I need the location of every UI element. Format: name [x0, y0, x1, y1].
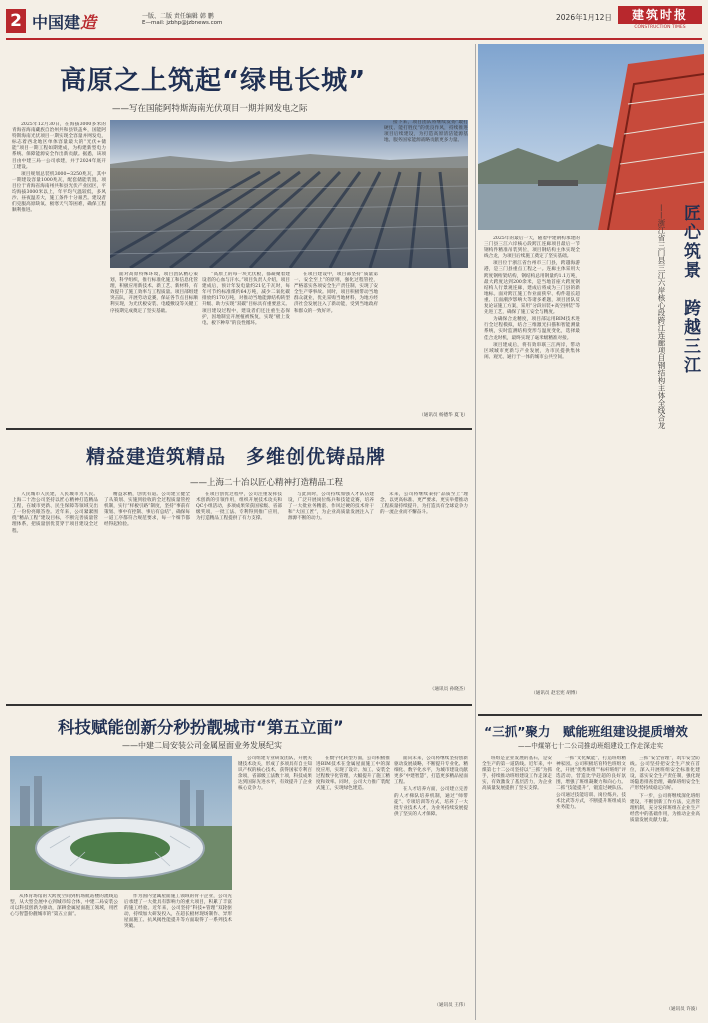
article2-subtitle: ——上海二十冶以匠心精神打造精品工程 [190, 478, 344, 488]
sidebar-divider [475, 44, 476, 714]
article2-col3 [196, 492, 282, 700]
paper-name-cn: 建筑时报 [618, 6, 702, 24]
divider-1 [6, 428, 472, 430]
date: 2026年1月12日 [556, 13, 612, 22]
article4-col3 [630, 756, 700, 988]
article1-col4-para: 在项目建设中，项目部坚持“质量第一、安全至上”的原则，强化过程管控，严格落实各项安全生产责任制，实现了安全生产零事故。同时，项目积极带动当地群众就业，优先采购当地材料，为地方经济社会发展注入了新动能，受到当地政府和群众的一致好评。 [294, 272, 378, 314]
article1-col4 [294, 272, 378, 424]
article3-col1 [10, 894, 118, 1014]
article1-col2-para: 面对高原特殊环境，项目团队精心策划，科学组织，推行标准化施工和信息化管理，积极应用新技术、新工艺、新材料，有效提升了施工效率与工程质量。项目部组建突击队，开展劳动竞赛，保证各节点目标顺利实现，为光伏板安装、电缆敷设等关键工序按期完成奠定了坚实基础。 [110, 272, 198, 314]
email-line: E—mail: jzbhp@jzbnews.com [142, 20, 223, 26]
article1-col2 [110, 272, 198, 424]
article3-col6-para: 在人才培养方面，公司建立完善的人才梯队培养机制，通过“师带徒”、专项培训等方式，培养了一大批专业技术人才，为业务持续发展提供了坚实的人才保障。 [394, 787, 468, 817]
article2-col4 [288, 492, 374, 700]
bridge-photo [478, 44, 704, 230]
article3-col5 [394, 756, 468, 996]
article2-col1 [12, 492, 98, 700]
section-title-text: 中国建 [32, 13, 81, 32]
article2-author: （通讯员 孙晓杰） [429, 687, 468, 692]
article2-col5 [380, 492, 468, 682]
article3-col1-para: 从体育场馆的大跨度空间到机场航站楼的流线造型，从大型会展中心到城市综合体，中建二局安装公司以科技创新为驱动，深耕金属屋面施工领域，用匠心与智慧扮靓城市的“第五立面”。 [10, 894, 118, 918]
stadium-illustration [10, 756, 232, 890]
article2-col2-para: 精益求精，创优有道。公司建立健全了从策划、实施到验收的全过程质量管控机制，实行“样板引路”制度，坚持“事前有策划、事中有控制、事后有总结”，确保每一道工序都符合规范要求，每一个细节都经得起检验。 [104, 492, 190, 528]
article3-col4 [316, 756, 390, 1014]
article1-col5 [384, 120, 468, 410]
stadium-photo [10, 756, 232, 890]
article4-col1 [482, 756, 552, 1018]
sidebar-subtitle: ——浙江省三门县三江六岸核心段跨江连廊项目钢结构主体全线合龙 [657, 204, 666, 429]
article1 [0, 40, 472, 440]
article2-col3-para: 在项目创优过程中，公司注重发挥技术创新的引领作用，组织开展技术攻关和QC小组活动，多项成果荣获国家级、省部级奖项，一批工法、专利得到推广应用，为打造精品工程提供了有力支撑。 [196, 492, 282, 522]
page-number: 2 [6, 9, 26, 33]
article2-col1-para: 人民城市人民建，人民城市为人民。上海二十冶公司坚持以匠心精神打造精品工程，在城市更新、民生保障等领域交出了一份份亮眼答卷。近年来，公司紧紧围绕“精品工程”建设目标，不断完善质量管理体系，把质量创优贯穿于项目建设全过程。 [12, 492, 98, 534]
article3-col3 [238, 756, 312, 1014]
sidebar-para4: 项目建成后，将有效串联三江两岸，带动区域城市更新与产业发展，为市民提供集休闲、观光、通行于一体的城市公共空间。 [484, 342, 580, 360]
section-title [32, 10, 96, 33]
article3-col3-para: 公司组建专业研发团队，开展关键技术攻关，形成了多项具有自主知识产权的核心技术，获得国家专利百余项，省部级工法数十项，科技成果达到国际先进水平，有效提升了企业核心竞争力。 [238, 756, 312, 792]
article4-title: “三抓”聚力 赋能班组建设提质增效 [484, 724, 688, 739]
article4-col4-para: 下一步，公司将继续深化班组建设，不断创新工作方法，完善管理机制，充分发挥班组在企业生产经营中的基础作用，为推动企业高质量发展贡献力量。 [630, 793, 700, 823]
sidebar-para3: 为确保合龙精度，项目部运用BIM技术进行全过程模拟，结合三维激光扫描和智能测量系统，实时监测结构变形与温度变化，选择最佳合龙时机，最终实现了毫米级精准对接。 [484, 317, 580, 341]
article1-col3-para: “高原上的每一块光伏板，都凝聚着建设者的心血与汗水。”项目负责人介绍，项目建成后，预计年发电量约21亿千瓦时，每年可节约标准煤约64万吨，减少二氧化碳排放约170万吨，对推动当地能源结构转型升级、助力实现“双碳”目标具有重要意义。项目建设过程中，建设者们还注重生态保护，因地制宜开展植被恢复，实现“板上发电、板下种草”的良性循环。 [202, 272, 290, 326]
article3-col2 [124, 894, 232, 1014]
article3-col4-para: 在数字化转型方面，公司积极推进BIM技术在金属屋面施工中的深度应用，实现了设计、加工、安装全过程数字化管理，大幅提升了施工精度和效率。同时，公司大力推广装配式施工，实现绿色建造。 [316, 756, 390, 792]
sidebar-col1 [484, 236, 580, 706]
sidebar-title: 匠心筑景 跨越三江 [680, 204, 700, 375]
editors-line: 一版、二版 责任编辑 韩 鹏 [142, 13, 214, 20]
article4-subtitle: ——中煤第七十二公司推动班组建设工作走深走实 [518, 742, 664, 750]
bridge-illustration [478, 44, 704, 230]
article3-author: （通讯员 王伟） [434, 1003, 468, 1008]
article1-col5-para: 接下来，项目团队将继续发扬“敢打硬仗、能打胜仗”的优良作风，持续推进项目后续建设，为打造高原清洁能源基地、服务国家能源战略贡献更多力量。 [384, 120, 468, 144]
section-title-char: 造 [80, 13, 97, 32]
article3 [0, 706, 476, 1020]
article4-col1-para: 班组是企业发展的基石，是安全生产的第一道防线。近年来，中煤第七十二公司坚持以“三抓”为抓手，持续推动班组建设工作走深走实，有效激发了基层活力，为企业高质量发展提供了坚实支撑。 [482, 756, 552, 792]
article1-col1 [12, 122, 106, 422]
sidebar-para2: 项目位于浙江省台州市三门县，跨越海游港，是三门县重点工程之一。连廊主体采用大跨度钢桁架结构，钢结构总用钢量约1.1万吨，最大跨度达到200余米，是当地首座大跨度钢结构人行景观连廊，建成后将成为三门县的新地标。面对跨江施工作业面狭窄、构件超长超重、江面潮汐影响大等诸多难题，项目团队反复论证施工方案，采用“分段吊装+高空拼装”等先进工艺，确保了施工安全与精度。 [484, 261, 580, 316]
article3-col2-para: 作为国内金属屋面施工领域的骨干企业，公司先后承建了一大批具有影响力的重大项目，积累了丰富的施工经验。近年来，公司坚持“科技+管理”双轮驱动，持续加大研发投入，在超长板材现场制作、异形屋面施工、抗风揭性能提升等方面取得了一系列技术突破。 [124, 894, 232, 930]
sidebar-para1: 2025年的最后一天，随着中建钢构承建的三门县三江六岸核心段跨江连廊项目最后一节钢构件精准吊装到位，项目钢结构主体实现全线合龙，为项目后续施工奠定了坚实基础。 [484, 236, 580, 260]
article1-title: 高原之上筑起“绿电长城” [60, 66, 367, 96]
article1-col1-para2: 项目规划总装机3000~3250兆瓦，其中一期建设容量1000兆瓦，配套储能装置。项目位于青海省海南州共和县光伏产业园区，平均海拔3000米以上，年平均气温较低，多风沙、昼夜温差大，施工条件十分艰苦。建设者们克服高原缺氧、极寒天气等困难，确保工程顺利推进。 [12, 171, 106, 214]
paper-name-en: CONSTRUCTION TIMES [634, 25, 686, 30]
article3-subtitle: ——中建二局安装公司金属屋面业务发展纪实 [122, 741, 282, 750]
sidebar-author: （通讯员 赵宏宪 胡博） [531, 691, 580, 696]
article4 [478, 716, 704, 1020]
article1-col3 [202, 272, 290, 424]
article4-divider [475, 714, 476, 1020]
sidebar-article [478, 44, 704, 712]
article1-author: （通讯员 杨德华 夏飞） [419, 413, 468, 418]
article2-col5-para: 未来，公司将继续秉持“品质至上”理念，以更高标准、更严要求、更实举措推动工程质量持续提升，为打造具有全球竞争力的一流企业而不懈奋斗。 [380, 492, 468, 516]
article4-col2-para: 一抓“文化赋能”，打造班组精神家园。公司积极培育特色班组文化，开展“优秀班组”“标杆班组”评选活动，营造比学赶超的良好氛围，增强了班组凝聚力和向心力。二抓“技能提升”，锻造过硬队伍。公司通过技能培训、岗位练兵、技术比武等方式，不断提升班组成员业务能力。 [556, 756, 626, 810]
article3-col5-para: 面向未来，公司将继续坚持创新驱动发展战略，不断提升专业化、精细化、数字化水平，为城市建设贡献更多“中建智慧”，打造更多精品屋面工程。 [394, 756, 468, 786]
article2-col4-para: 与此同时，公司持续加强人才队伍建设，广泛开展岗位练兵和技能竞赛，培养了一大批业务精湛、作风过硬的技术骨干和“大国工匠”，为企业高质量发展注入了源源不断的动力。 [288, 492, 374, 522]
article4-col2 [556, 756, 626, 1018]
article2-col2 [104, 492, 190, 700]
article1-col1-para1: 2025年12月30日，在海拔3000多米的青海省海南藏族自治州共和县铁盖乡，国能阿特斯海南光伏项目一期实现全容量并网发电，标志着西北地区单体容量最大的“光伏+储能”项目一期工程如期建成，为构建新型电力系统、保障能源安全作出新贡献。据悉，该项目由中建三局一公司承建，并于2024年底开工建设。 [12, 122, 106, 170]
article1-subtitle: ——写在国能阿特斯海南光伏项目一期并网发电之际 [112, 104, 308, 114]
article4-author: （通讯员 许波） [666, 1007, 700, 1012]
article4-col3-para: 三抓“安全管理”，筑牢安全防线。公司坚持把安全生产放在首位，深入开展班组安全标准化建设，落实安全生产责任制，强化现场隐患排查治理，确保班组安全生产形势持续稳定向好。 [630, 756, 700, 792]
paper-name [618, 6, 702, 34]
article2-title: 精益建造筑精品 多维创优铸品牌 [86, 446, 387, 468]
article2 [0, 432, 472, 702]
article3-title: 科技赋能创新分秒扮靓城市“第五立面” [58, 718, 344, 737]
